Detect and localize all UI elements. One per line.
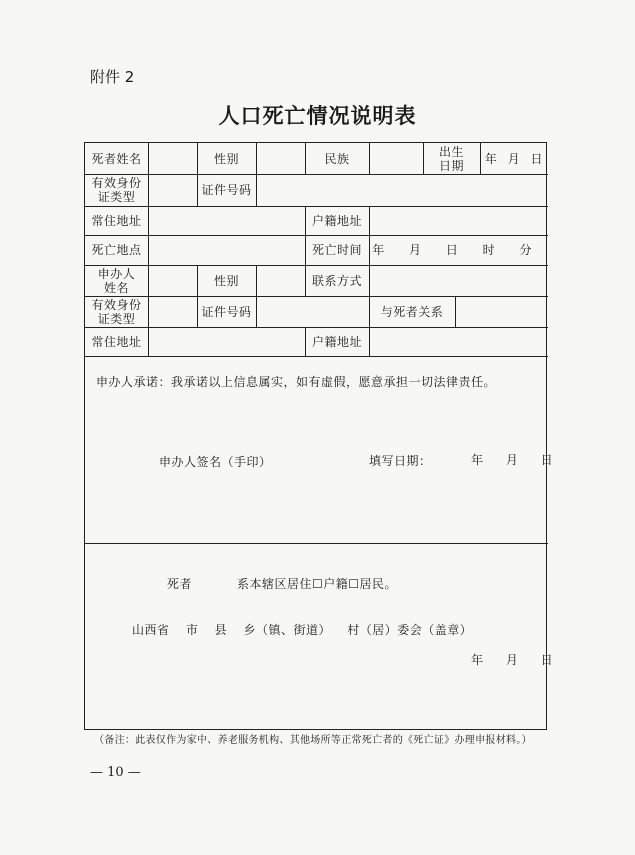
col-divider	[256, 265, 257, 327]
certification-residency-text: 系本辖区居住☐户籍☐居民。	[237, 577, 398, 591]
certification-location-line: 山西省 市 县 乡（镇、街道） 村（居）委会（盖章）	[132, 623, 473, 637]
applicant-id-type-label	[85, 296, 148, 327]
death-time-label: 死亡时间	[311, 243, 362, 257]
row-divider	[85, 356, 548, 357]
section-divider	[85, 543, 548, 544]
signature-label: 申办人签名（手印）	[159, 455, 272, 469]
birth-date-label-line1: 出生	[438, 144, 464, 159]
death-place-label: 死亡地点	[91, 243, 142, 257]
applicant-name-label-line1: 申办人	[97, 266, 136, 281]
col-divider	[148, 143, 149, 356]
certification-date-value: 年 月 日	[471, 653, 554, 667]
death-time-value: 年 月 日 时 分	[372, 243, 532, 257]
row-divider	[85, 174, 548, 175]
deceased-ethnicity-label: 民族	[324, 151, 350, 166]
fill-date-label: 填写日期：	[369, 454, 432, 468]
deceased-id-number-label: 证件号码	[201, 183, 252, 197]
applicant-residence-label: 常住地址	[91, 334, 142, 349]
attachment-label: 附件 2	[90, 68, 135, 86]
deceased-residence-label: 常住地址	[91, 213, 142, 228]
applicant-gender-label: 性别	[213, 273, 239, 288]
col-divider	[256, 143, 257, 174]
birth-date-value: 年 月 日	[484, 151, 544, 166]
birth-date-label-line2: 日期	[438, 158, 464, 173]
col-divider	[256, 174, 257, 206]
id-type-label-line1: 有效身份	[91, 176, 142, 190]
footnote: （备注：此表仅作为家中、养老服务机构、其他场所等正常死亡者的《死亡证》办理申报材料。）	[94, 735, 532, 746]
pledge-date-value: 年 月 日	[471, 453, 554, 467]
col-divider	[369, 143, 370, 174]
applicant-name-label	[85, 265, 148, 296]
page-number: — 10 —	[90, 765, 141, 780]
row-divider	[85, 296, 548, 297]
applicant-household-label: 户籍地址	[311, 334, 362, 349]
deceased-name-label: 死者姓名	[91, 151, 142, 166]
col-divider	[455, 296, 456, 327]
deceased-household-label: 户籍地址	[311, 213, 362, 228]
applicant-name-label-line2: 姓名	[103, 280, 129, 295]
death-explanation-form	[84, 142, 554, 730]
col-divider	[369, 327, 370, 356]
applicant-relation-label: 与死者关系	[380, 304, 444, 319]
applicant-pledge-text: 申办人承诺：我承诺以上信息属实，如有虚假，愿意承担一切法律责任。	[96, 375, 497, 389]
deceased-id-type-label	[85, 174, 148, 206]
applicant-id-type-line1: 有效身份	[91, 297, 142, 312]
applicant-contact-label: 联系方式	[311, 273, 362, 288]
id-type-label-line2: 证类型	[97, 190, 136, 204]
col-divider	[369, 265, 370, 296]
applicant-id-number-label: 证件号码	[201, 304, 252, 319]
applicant-id-type-line2: 证类型	[97, 311, 136, 326]
form-title: 人口死亡情况说明表	[218, 103, 417, 128]
deceased-gender-label: 性别	[213, 151, 239, 166]
birth-date-label	[423, 143, 480, 174]
certification-deceased-prefix: 死者	[167, 577, 193, 591]
